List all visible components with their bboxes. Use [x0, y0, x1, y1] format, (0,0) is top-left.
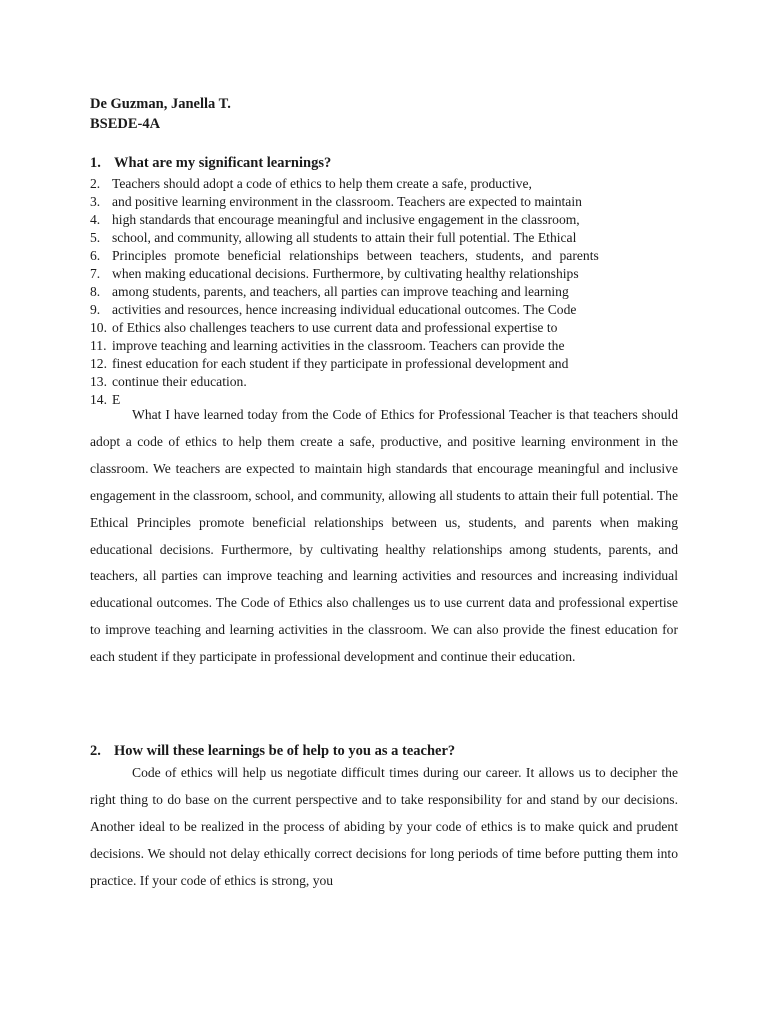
list-line: [90, 229, 680, 247]
student-section: BSEDE-4A: [90, 116, 161, 132]
list-line: [90, 283, 680, 301]
line-number: 2.: [90, 176, 101, 191]
line-text: school, and community, allowing all students to attain their full potential. The Ethical: [112, 230, 577, 245]
line-text: E: [112, 392, 121, 407]
line-text: of Ethics also challenges teachers to use current data and professional expertise to: [112, 320, 558, 335]
line-number: 3.: [90, 194, 101, 209]
question-1-heading: [90, 154, 331, 172]
list-line: [90, 337, 680, 355]
line-text: Teachers should adopt a code of ethics to help them create a safe, productive,: [112, 176, 532, 191]
line-number: 9.: [90, 302, 101, 317]
list-line: [90, 355, 680, 373]
line-number: 11.: [90, 338, 107, 353]
list-line: [90, 193, 680, 211]
list-line: [90, 373, 680, 391]
question-1-number: 1.: [90, 155, 101, 171]
line-text: Principles promote beneficial relationships between teachers, students, and parents: [112, 248, 599, 263]
author-name: De Guzman, Janella T.: [90, 96, 231, 112]
question-2-heading: [90, 742, 455, 760]
line-number: 14.: [90, 392, 107, 407]
line-text: high standards that encourage meaningful and inclusive engagement in the classroom,: [112, 212, 580, 227]
line-text: among students, parents, and teachers, all parties can improve teaching and learning: [112, 284, 569, 299]
question-1-paragraph: What I have learned today from the Code of Ethics for Professional Teacher is that teachers should adopt a code of ethics to help them create a safe, productive, and positive learning environment in the classroom. We teachers are expected to maintain high standards that encourage meaningful and inclusive engagement in the classroom, school, and community, allowing all students to attain their full potential. The Ethical Principles promote beneficial relationships between us, students, and parents when making educational decisions. Furthermore, by cultivating healthy relationships among students, parents, and teachers, all parties can improve teaching and learning activities and resources and increasing individual educational outcomes. The Code of Ethics also challenges us to use current data and professional expertise to improve teaching and learning activities in the classroom. We can also provide the finest education for each student if they participate in professional development and continue their education.: [90, 407, 678, 665]
line-number: 8.: [90, 284, 101, 299]
line-number: 4.: [90, 212, 101, 227]
line-text: and positive learning environment in the classroom. Teachers are expected to maintain: [112, 194, 582, 209]
list-line: [90, 265, 680, 283]
line-number: 6.: [90, 248, 101, 263]
numbered-learnings-list: [90, 175, 680, 409]
line-text: activities and resources, hence increasing individual educational outcomes. The Code: [112, 302, 577, 317]
line-text: when making educational decisions. Furthermore, by cultivating healthy relationships: [112, 266, 579, 281]
line-number: 13.: [90, 374, 107, 389]
question-2-paragraph: Code of ethics will help us negotiate difficult times during our career. It allows us to decipher the right thing to do base on the current perspective and to take responsibility for and stand by our decisions. Another ideal to be realized in the process of abiding by your code of ethics is to make quick and prudent decisions. We should not delay ethically correct decisions for long periods of time before putting them into practice. If your code of ethics is strong, you: [90, 765, 678, 888]
line-number: 5.: [90, 230, 101, 245]
list-line: [90, 175, 680, 193]
line-number: 7.: [90, 266, 101, 281]
line-number: 12.: [90, 356, 107, 371]
list-line: [90, 211, 680, 229]
line-text: finest education for each student if they participate in professional development and: [112, 356, 569, 371]
line-number: 10.: [90, 320, 107, 335]
question-2-number: 2.: [90, 743, 101, 759]
question-1-title: What are my significant learnings?: [114, 155, 332, 171]
line-text: continue their education.: [112, 374, 247, 389]
list-line: [90, 319, 680, 337]
line-text: improve teaching and learning activities in the classroom. Teachers can provide the: [112, 338, 565, 353]
list-line: [90, 301, 680, 319]
question-2-title: How will these learnings be of help to you as a teacher?: [114, 743, 456, 759]
list-line: [90, 247, 680, 265]
